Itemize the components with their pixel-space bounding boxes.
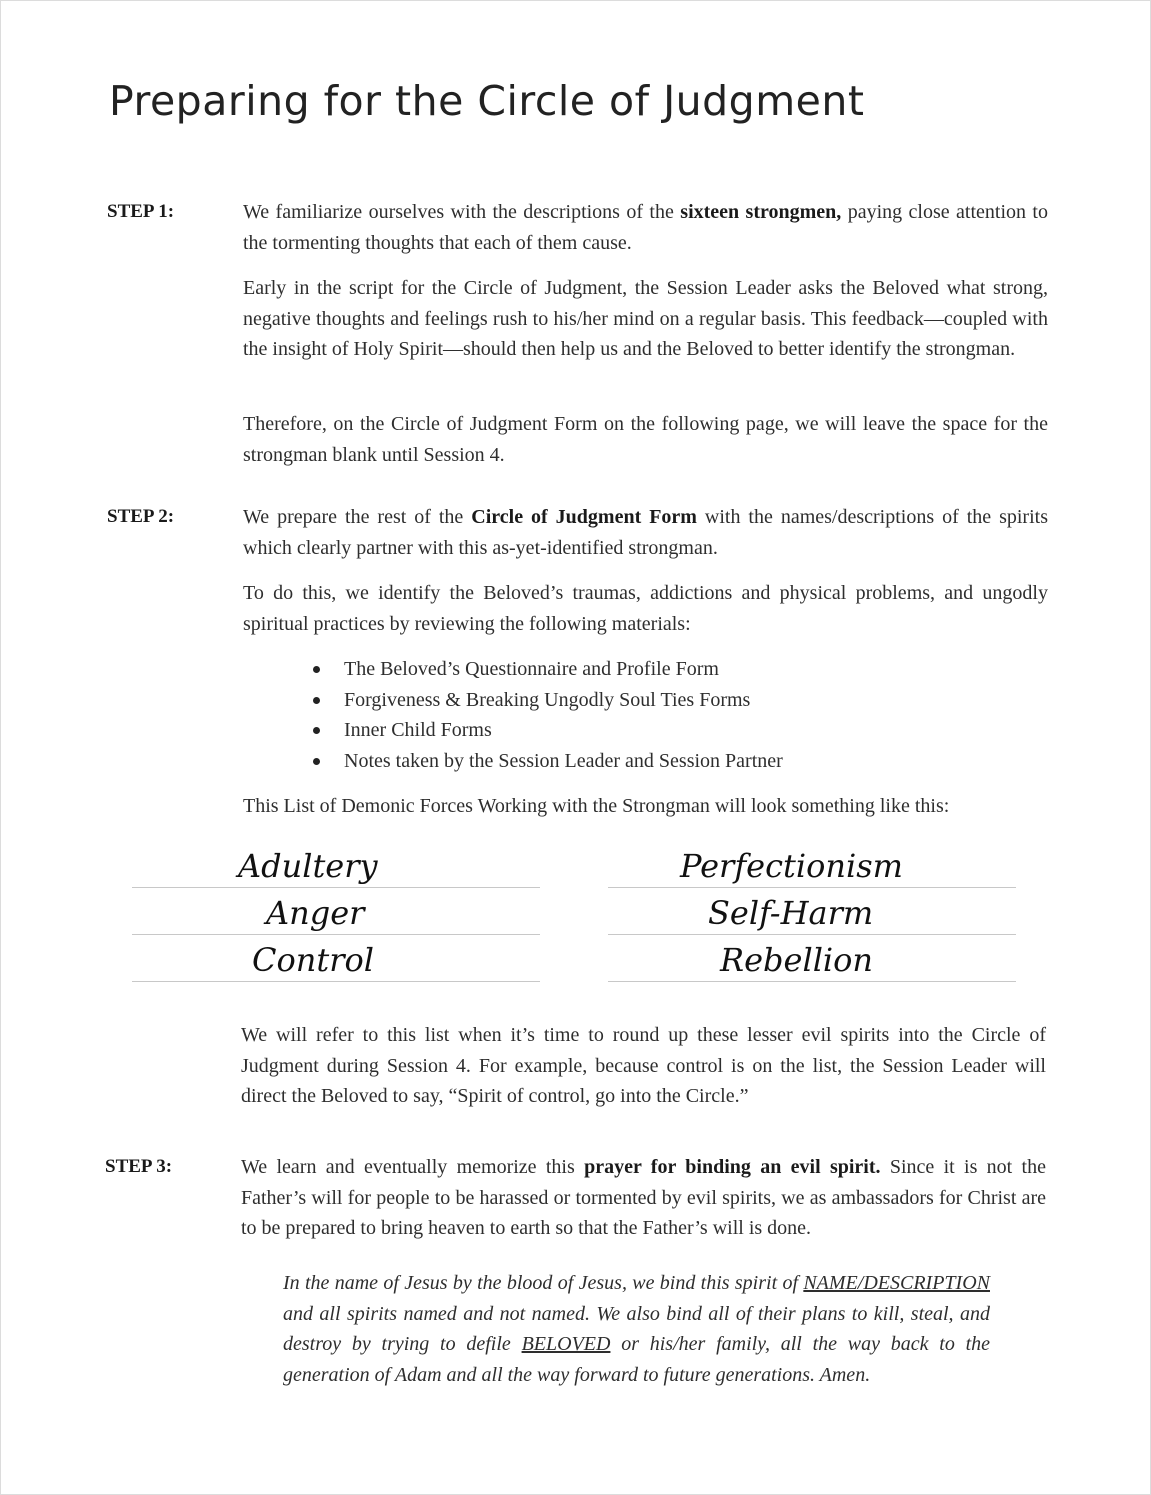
handwritten-entry: Rebellion (720, 941, 874, 979)
step-1-paragraph-3: Therefore, on the Circle of Judgment Form on the following page, we will leave the space for the strongman blank until Session 4. (243, 413, 1048, 466)
bold-text: sixteen strongmen, (680, 201, 842, 223)
name-description-placeholder: NAME/DESCRIPTION (803, 1272, 990, 1294)
list-item: The Beloved’s Questionnaire and Profile Form (243, 654, 1043, 685)
list-item: Notes taken by the Session Leader and Session Partner (243, 746, 1043, 777)
handwritten-entry: Perfectionism (680, 847, 903, 885)
list-item: Forgiveness & Breaking Ungodly Soul Ties Forms (243, 685, 1043, 716)
text-span: with the names/descriptions of the spirits which clearly partner with this as-yet-identified strongman. (243, 506, 1048, 559)
step-3-label: STEP 3: (105, 1156, 173, 1177)
demonic-forces-list-right (608, 841, 1016, 982)
list-row (132, 841, 540, 888)
step-2-paragraph-4: We will refer to this list when it’s time to round up these lesser evil spirits into the Circle of Judgment during Session 4. For example, because control is on the list, the Session Leader will direct the Beloved to say, “Spirit of control, go into the Circle.” (241, 1024, 1046, 1107)
list-row (608, 888, 1016, 935)
text-span: We prepare the rest of the (243, 506, 472, 528)
materials-list (243, 654, 1043, 776)
step-1-paragraph-1 (243, 197, 1048, 258)
step-2-label: STEP 2: (107, 506, 175, 527)
list-row (608, 841, 1016, 888)
list-row (132, 888, 540, 935)
step-1-paragraph-2: Early in the script for the Circle of Judgment, the Session Leader asks the Beloved what strong, negative thoughts and feelings rush to his/her mind on a regular basis. This feedback—coupled with the insight of Holy Spirit—should then help us and the Beloved to better identify the strongman. (243, 277, 1048, 360)
step-3-paragraph-1 (241, 1152, 1046, 1244)
list-row (132, 935, 540, 982)
bold-text: prayer for binding an evil spirit. (584, 1156, 881, 1178)
list-row (608, 935, 1016, 982)
step-2-paragraph-2: To do this, we identify the Beloved’s traumas, addictions and physical problems, and ungodly spiritual practices by reviewing the following materials: (243, 582, 1048, 635)
text-span: and all spirits named and not named. We also bind all of their plans to kill, steal, and destroy by trying to defile (283, 1302, 990, 1355)
beloved-placeholder: BELOVED (521, 1333, 611, 1355)
handwritten-entry: Self-Harm (708, 894, 874, 932)
text-span: We learn and eventually memorize this (241, 1156, 585, 1178)
step-2-paragraph-1 (243, 502, 1048, 563)
text-span: paying close attention to the tormenting thoughts that each of them cause. (243, 201, 1048, 254)
text-span: Since it is not the Father’s will for people to be harassed or tormented by evil spirits, we as ambassadors for Christ are to be prepared to bring heaven to earth so that the Father’s will is done. (241, 1156, 1046, 1239)
demonic-forces-list-left (132, 841, 540, 982)
list-item: Inner Child Forms (243, 715, 1043, 746)
step-2-paragraph-3: This List of Demonic Forces Working with the Strongman will look something like this: (243, 795, 950, 817)
handwritten-entry: Adultery (238, 847, 378, 885)
step-1-label: STEP 1: (107, 201, 175, 222)
handwritten-entry: Control (252, 941, 375, 979)
page-title: Preparing for the Circle of Judgment (109, 77, 865, 125)
binding-prayer (283, 1268, 990, 1390)
text-span: We familiarize ourselves with the descriptions of the (243, 201, 681, 223)
text-span: In the name of Jesus by the blood of Jesus, we bind this spirit of (283, 1272, 804, 1294)
text-span: or his/her family, all the way back to the generation of Adam and all the way forward to future generations. Amen. (283, 1333, 991, 1386)
bold-text: Circle of Judgment Form (471, 506, 697, 528)
handwritten-entry: Anger (266, 894, 365, 932)
